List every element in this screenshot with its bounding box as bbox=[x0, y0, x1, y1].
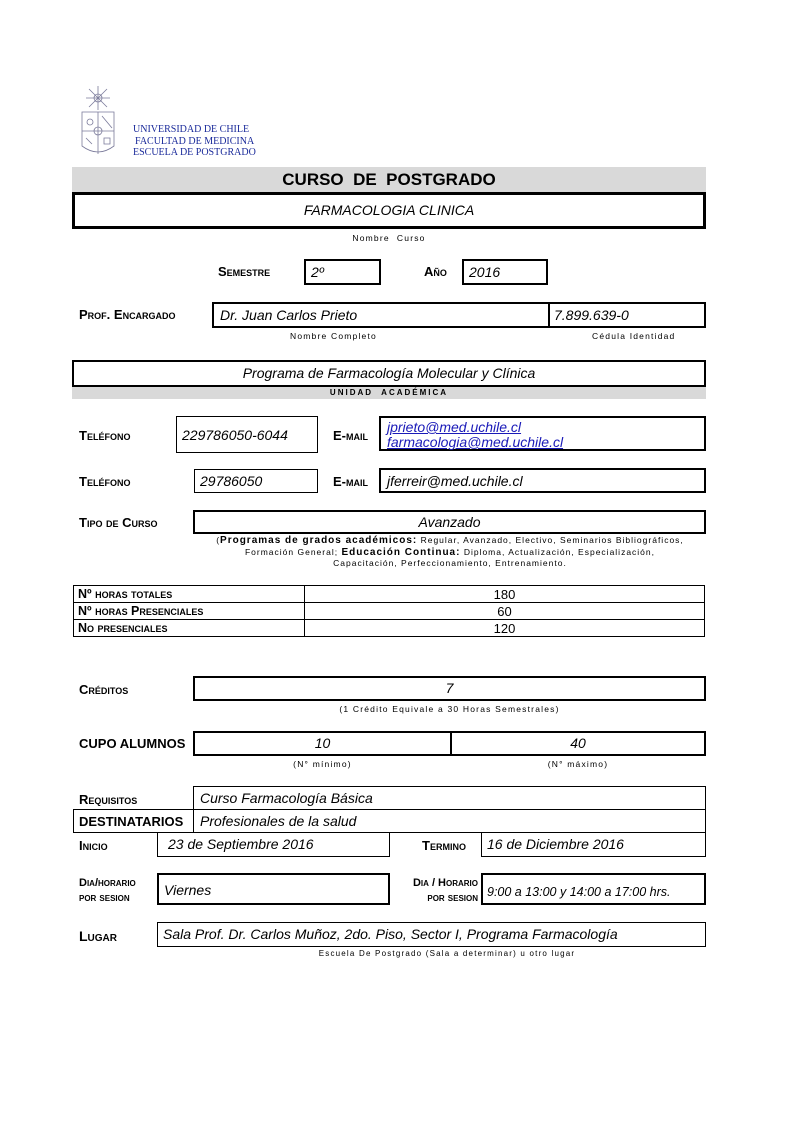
capacity-min-value: 10 bbox=[314, 735, 331, 751]
note-continuing-types: Diploma, Actualización, Especialización, Capacitación, Perfeccionamiento, Entrenamiento. bbox=[333, 546, 656, 568]
phone-value-2: 29786050 bbox=[200, 473, 263, 489]
note-graduate-types: Regular, Avanzado, Electivo, Seminarios Bibliográficos, Formación General; bbox=[244, 535, 684, 557]
capacity-max-field[interactable] bbox=[450, 731, 706, 756]
phone-label-1: Teléfono bbox=[79, 428, 131, 443]
year-value: 2016 bbox=[469, 264, 501, 280]
academic-unit-caption: UNIDAD ACADÉMICA bbox=[72, 387, 706, 399]
start-label: Inicio bbox=[79, 838, 108, 853]
course-type-note: (Programas de grados académicos: Regular, Avanzado, Electivo, Seminarios Bibliográficos, Formación General; Educación Continua: Diploma, Actualización, Especialización, Capacitación, Perfeccionamiento, Entrenamiento. bbox=[216, 535, 684, 568]
course-name-value: FARMACOLOGIA CLINICA bbox=[303, 202, 475, 218]
course-type-field[interactable] bbox=[193, 510, 706, 534]
credits-field[interactable] bbox=[193, 676, 706, 701]
hours-schedule-field[interactable] bbox=[481, 873, 706, 905]
place-field[interactable] bbox=[157, 922, 706, 947]
end-field[interactable] bbox=[481, 832, 706, 857]
hours-total-label: Nº horas totales bbox=[74, 586, 305, 603]
semester-value: 2º bbox=[311, 264, 324, 280]
email-value-2: jferreir@med.uchile.cl bbox=[387, 473, 523, 489]
course-name-caption: Nombre Curso bbox=[352, 233, 426, 243]
place-label: Lugar bbox=[79, 928, 117, 944]
hours-presential-label: Nº horas Presenciales bbox=[74, 603, 305, 620]
phone-field-1[interactable] bbox=[176, 416, 318, 453]
email-link-jprieto[interactable]: jprieto@med.uchile.cl bbox=[387, 419, 522, 435]
academic-unit-field[interactable] bbox=[72, 360, 706, 387]
professor-name-value: Dr. Juan Carlos Prieto bbox=[220, 307, 358, 323]
capacity-min-caption: (N° mínimo) bbox=[293, 759, 352, 769]
start-value: 23 de Septiembre 2016 bbox=[168, 836, 314, 852]
hours-nonpresential-label: No presenciales bbox=[74, 620, 305, 637]
note-continuing-education: Educación Continua: bbox=[341, 546, 461, 558]
email-label-1: E-mail bbox=[333, 428, 368, 443]
professor-label: Prof. Encargado bbox=[79, 307, 176, 322]
note-graduate-programs: Programas de grados académicos: bbox=[220, 535, 418, 546]
end-value: 16 de Diciembre 2016 bbox=[487, 836, 624, 852]
semester-field[interactable] bbox=[304, 259, 381, 285]
place-caption: Escuela De Postgrado (Sala a determinar) u otro lugar bbox=[318, 949, 576, 958]
email-link-farmacologia[interactable]: farmacologia@med.uchile.cl bbox=[387, 434, 564, 450]
year-label: Año bbox=[424, 264, 447, 279]
professor-id-value: 7.899.639-0 bbox=[554, 307, 629, 323]
audience-label: DESTINATARIOS bbox=[79, 814, 184, 829]
email-field-2[interactable] bbox=[379, 468, 706, 493]
phone-value-1: 229786050-6044 bbox=[182, 427, 288, 443]
hours-presential-value[interactable]: 60 bbox=[305, 603, 705, 620]
hours-table bbox=[73, 585, 705, 637]
capacity-label: CUPO ALUMNOS bbox=[79, 736, 186, 751]
audience-label-box bbox=[73, 809, 195, 833]
hours-schedule-label-line1: Dia / Horario bbox=[412, 877, 478, 889]
course-type-label: Tipo de Curso bbox=[79, 515, 158, 530]
place-value: Sala Prof. Dr. Carlos Muñoz, 2do. Piso, Sector I, Programa Farmacología bbox=[163, 926, 618, 942]
university-name: UNIVERSIDAD DE CHILE bbox=[133, 124, 250, 135]
year-field[interactable] bbox=[462, 259, 548, 285]
capacity-min-field[interactable] bbox=[193, 731, 452, 756]
end-label: Termino bbox=[422, 838, 466, 853]
table-row bbox=[74, 620, 705, 637]
audience-field[interactable] bbox=[193, 809, 706, 833]
hours-total-value[interactable]: 180 bbox=[305, 586, 705, 603]
phone-label-2: Teléfono bbox=[79, 474, 131, 489]
capacity-max-caption: (N° máximo) bbox=[547, 759, 609, 769]
semester-label: Semestre bbox=[218, 264, 271, 279]
table-row bbox=[74, 603, 705, 620]
hours-nonpresential-value[interactable]: 120 bbox=[305, 620, 705, 637]
hours-schedule-label-line2: por sesion bbox=[427, 892, 478, 904]
requirements-label: Requisitos bbox=[79, 792, 138, 807]
day-schedule-value: Viernes bbox=[164, 882, 212, 898]
course-type-value: Avanzado bbox=[418, 514, 481, 530]
course-name-field[interactable] bbox=[72, 192, 706, 229]
credits-value: 7 bbox=[445, 680, 454, 696]
requirements-value: Curso Farmacología Básica bbox=[200, 790, 373, 806]
requirements-field[interactable] bbox=[193, 786, 706, 810]
day-schedule-label-line2: por sesion bbox=[79, 892, 130, 904]
day-schedule-label bbox=[79, 876, 136, 906]
professor-name-caption: Nombre Completo bbox=[290, 331, 377, 341]
hours-schedule-value: 9:00 a 13:00 y 14:00 a 17:00 hrs. bbox=[487, 885, 671, 899]
professor-id-field[interactable] bbox=[548, 302, 706, 328]
faculty-name: FACULTAD DE MEDICINA bbox=[135, 135, 255, 147]
academic-unit-value: Programa de Farmacología Molecular y Clínica bbox=[242, 365, 536, 381]
capacity-max-value: 40 bbox=[570, 735, 586, 751]
start-field[interactable] bbox=[157, 832, 390, 857]
professor-name-field[interactable] bbox=[212, 302, 550, 328]
hours-schedule-label bbox=[396, 876, 478, 906]
institution-name bbox=[133, 124, 256, 159]
day-schedule-label-line1: Dia/horario bbox=[79, 877, 136, 889]
phone-field-2[interactable] bbox=[194, 469, 318, 493]
table-row bbox=[74, 586, 705, 603]
credits-caption: (1 Crédito Equivale a 30 Horas Semestrales) bbox=[339, 704, 560, 714]
audience-value: Profesionales de la salud bbox=[200, 813, 357, 829]
school-name: ESCUELA DE POSTGRADO bbox=[133, 147, 256, 158]
email-label-2: E-mail bbox=[333, 474, 368, 489]
day-schedule-field[interactable] bbox=[157, 873, 390, 905]
page-title: CURSO DE POSTGRADO bbox=[72, 167, 706, 192]
email-field-1[interactable] bbox=[379, 416, 706, 451]
professor-id-caption: Cédula Identidad bbox=[592, 331, 676, 341]
university-crest-icon bbox=[80, 84, 116, 160]
credits-label: Créditos bbox=[79, 682, 129, 697]
